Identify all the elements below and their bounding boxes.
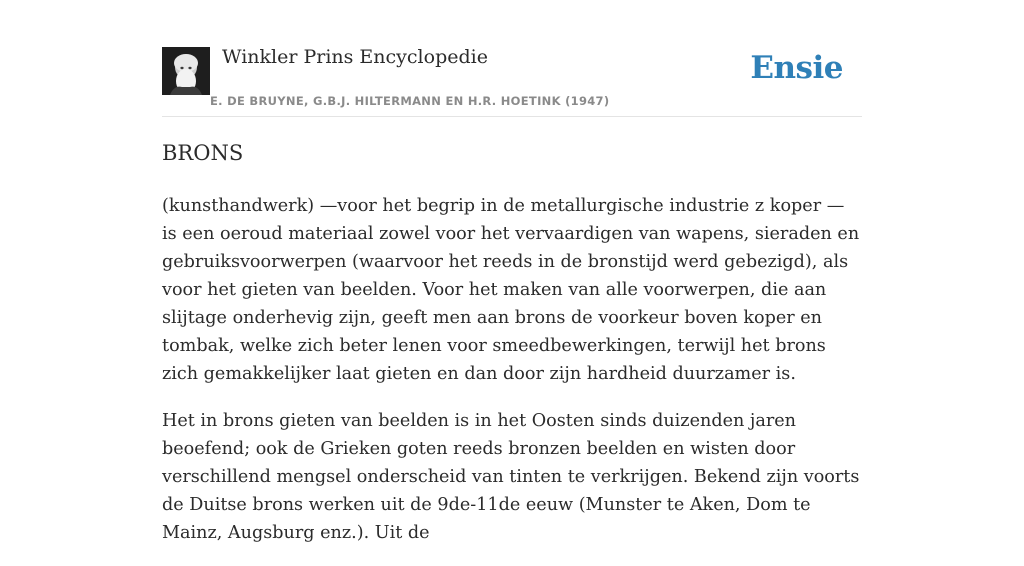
entry-title: BRONS xyxy=(162,141,244,165)
page xyxy=(162,0,862,543)
author-avatar[interactable] xyxy=(162,47,210,95)
authors-line: E. DE BRUYNE, G.B.J. HILTERMANN EN H.R. HOETINK (1947) xyxy=(210,94,610,108)
portrait-icon xyxy=(162,47,210,95)
ensie-logo[interactable]: Ensie xyxy=(750,50,843,86)
paragraph: Het in brons gieten van beelden is in het Oosten sinds duizenden jaren beoefend; ook de Grieken goten reeds bronzen beelden en wisten door verschillend mengsel onderscheid van tinten te verkrijgen. Bekend zijn voorts de Duitse brons werken uit de 9de-11de eeuw (Munster te Aken, Dom te Mainz, Augsburg enz.). Uit de xyxy=(162,411,860,543)
source-title[interactable]: Winkler Prins Encyclopedie xyxy=(222,46,488,68)
paragraph: (kunsthandwerk) —voor het begrip in de metallurgische industrie z koper — is een oeroud materiaal zowel voor het vervaardigen van wapens, sieraden en gebruiksvoorwerpen (waarvoor het reeds in de bronstijd werd gebezigd), als voor het gieten van beelden. Voor het maken van alle voorwerpen, die aan slijtage onderhevig zijn, geeft men aan brons de voorkeur boven koper en tombak, welke zich beter lenen voor smeedbewerkingen, terwijl het brons zich gemakkelijker laat gieten en dan door zijn hardheid duurzamer is. xyxy=(162,196,860,384)
source-header xyxy=(162,0,862,117)
entry-body xyxy=(162,192,862,566)
